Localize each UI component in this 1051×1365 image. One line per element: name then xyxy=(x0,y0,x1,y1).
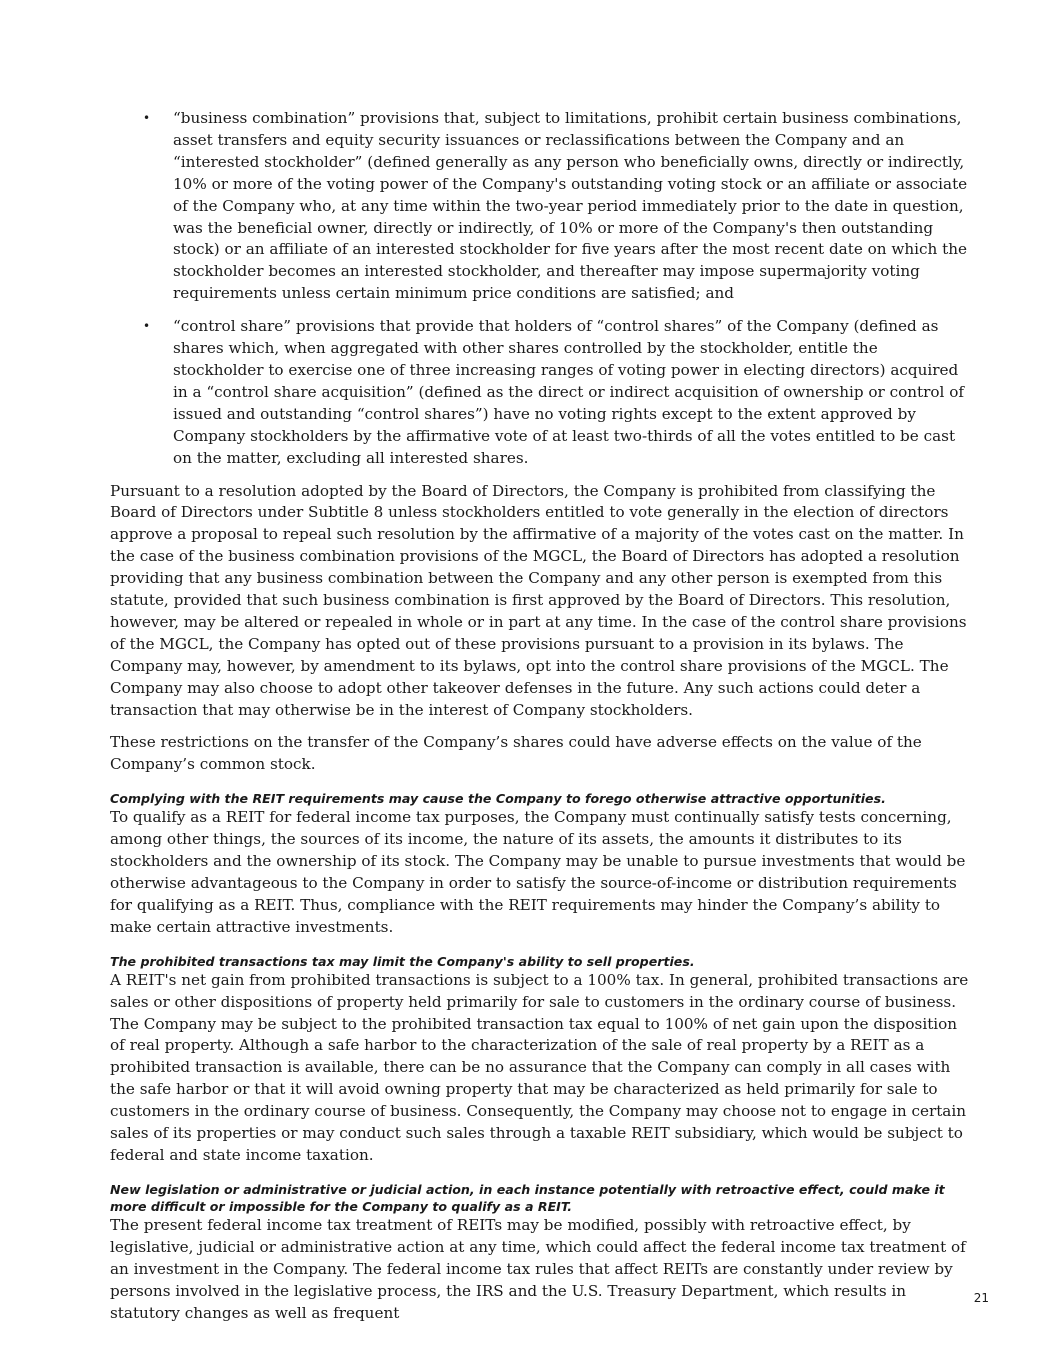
reit-requirements-section xyxy=(110,790,970,938)
new-legislation-section xyxy=(110,1181,970,1325)
section-body: To qualify as a REIT for federal income tax purposes, the Company must continually satisfy tests concerning, among other things, the sources of its income, the nature of its assets, the amounts it distributes to its stockholders and the ownership of its stock. The Company may be unable to pursue investments that would be otherwise advantageous to the Company in order to satisfy the source-of-income or distribution requirements for qualifying as a REIT. Thus, compliance with the REIT requirements may hinder the Company’s ability to make certain attractive investments. xyxy=(110,808,966,936)
list-item xyxy=(110,108,970,305)
bullet-icon: • xyxy=(143,111,151,125)
list-item xyxy=(110,316,970,469)
prohibited-transactions-section xyxy=(110,953,970,1167)
section-heading: Complying with the REIT requirements may cause the Company to forego otherwise attractive opportunities. xyxy=(110,791,886,807)
list-item-text: “business combination” provisions that, subject to limitations, prohibit certain business combinations, asset transfers and equity security issuances or reclassifications between the Company and an “interested stockholder” (defined generally as any person who beneficially owns, directly or indirectly, 10% or more of the voting power of the Company's outstanding voting stock or an affiliate or associate of the Company who, at any time within the two-year period immediately prior to the date in question, was the beneficial owner, directly or indirectly, of 10% or more of the Company's then outstanding stock) or an affiliate of an interested stockholder for five years after the most recent date on which the stockholder becomes an interested stockholder, and thereafter may impose supermajority voting requirements unless certain minimum price conditions are satisfied; and xyxy=(173,109,968,303)
document-page xyxy=(110,108,970,1335)
section-heading: The prohibited transactions tax may limit the Company's ability to sell properties. xyxy=(110,953,695,969)
section-body: The present federal income tax treatment of REITs may be modified, possibly with retroactive effect, by legislative, judicial or administrative action at any time, which could affect the federal income tax treatment of an investment in the Company. The federal income tax rules that affect REITs are constantly under review by persons involved in the legislative process, the IRS and the U.S. Treasury Department, which results in statutory changes as well as frequent xyxy=(110,1215,966,1322)
page-number: 21 xyxy=(973,1291,989,1305)
section-body: A REIT's net gain from prohibited transactions is subject to a 100% tax. In general, prohibited transactions are sales or other dispositions of property held primarily for sale to customers in the ordinary course of business. The Company may be subject to the prohibited transaction tax equal to 100% of net gain upon the disposition of real property. Although a safe harbor to the characterization of the sale of real property by a REIT as a prohibited transaction is available, there can be no assurance that the Company can comply in all cases with the safe harbor or that it will avoid owning property that may be characterized as held primarily for sale to customers in the ordinary course of business. Consequently, the Company may choose not to engage in certain sales of its properties or may conduct such sales through a taxable REIT subsidiary, which would be subject to federal and state income taxation. xyxy=(110,970,969,1164)
subtitle8-paragraph: Pursuant to a resolution adopted by the Board of Directors, the Company is prohibited from classifying the Board of Directors under Subtitle 8 unless stockholders entitled to vote generally in the election of directors approve a proposal to repeal such resolution by the affirmative of a majority of the votes cast on the matter. In the case of the business combination provisions of the MGCL, the Board of Directors has adopted a resolution providing that any business combination between the Company and any other person is exempted from this statute, provided that such business combination is first approved by the Board of Directors. This resolution, however, may be altered or repealed in whole or in part at any time. In the case of the control share provisions of the MGCL, the Company has opted out of these provisions pursuant to a provision in its bylaws. The Company may, however, by amendment to its bylaws, opt into the control share provisions of the MGCL. The Company may also choose to adopt other takeover defenses in the future. Any such actions could deter a transaction that may otherwise be in the interest of Company stockholders. xyxy=(110,481,967,719)
list-item-text: “control share” provisions that provide that holders of “control shares” of the Company (defined as shares which, when aggregated with other shares controlled by the stockholder, entitle the stockholder to exercise one of three increasing ranges of voting power in electing directors) acquired in a “control share acquisition” (defined as the direct or indirect acquisition of ownership or control of issued and outstanding “control shares”) have no voting rights except to the extent approved by Company stockholders by the affirmative vote of at least two-thirds of all the votes entitled to be cast on the matter, excluding all interested shares. xyxy=(173,317,965,467)
takeover-provisions-list xyxy=(110,108,970,470)
section-heading: New legislation or administrative or judicial action, in each instance potentially with retroactive effect, could make it more difficult or impossible for the Company to qualify as a REIT. xyxy=(110,1181,945,1214)
restrictions-paragraph: These restrictions on the transfer of the Company’s shares could have adverse effects on the value of the Company’s common stock. xyxy=(110,733,922,774)
bullet-icon: • xyxy=(143,319,151,334)
